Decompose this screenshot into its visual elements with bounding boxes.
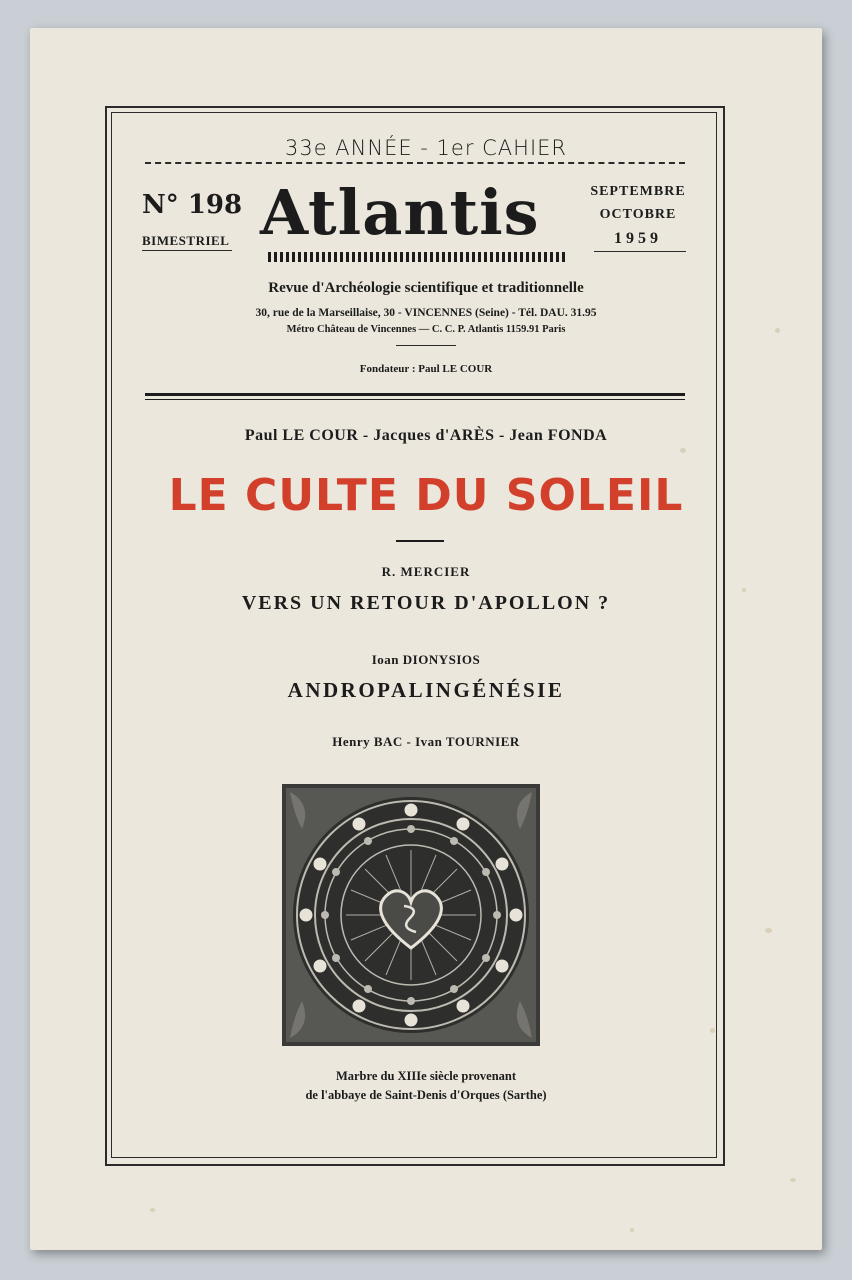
article-apollon: VERS UN RETOUR D'APOLLON ? <box>241 592 611 614</box>
issue-number: N° 198 <box>142 190 243 220</box>
address-line: 30, rue de la Marseillaise, 30 - VINCENNES (Seine) - Tél. DAU. 31.95 <box>255 307 597 319</box>
thick-rule <box>145 393 685 396</box>
month-october: OCTOBRE <box>599 207 677 222</box>
metro-line: Métro Château de Vincennes — C. C. P. Atlantis 1159.91 Paris <box>286 324 566 335</box>
founder-line: Fondateur : Paul LE COUR <box>359 363 493 375</box>
periodicity-rule <box>142 250 232 251</box>
month-september: SEPTEMBRE <box>590 184 686 199</box>
author-dionysios: Ioan DIONYSIOS <box>371 652 481 667</box>
article-andropalingenesie: ANDROPALINGÉNÉSIE <box>287 678 565 702</box>
marble-plaque-illustration <box>282 784 540 1046</box>
masthead-hatch-bar <box>268 252 568 262</box>
dashed-rule-top <box>145 162 685 164</box>
authors-line: Paul LE COUR - Jacques d'ARÈS - Jean FONDA <box>244 427 608 444</box>
volume-line: 33e ANNÉE - 1er CAHIER <box>284 136 568 160</box>
date-rule <box>594 251 686 252</box>
author-mercier: R. MERCIER <box>381 564 471 579</box>
authors-bac-tournier: Henry BAC - Ivan TOURNIER <box>332 734 520 749</box>
revue-subtitle: Revue d'Archéologie scientifique et traditionnelle <box>268 280 584 296</box>
periodicity: BIMESTRIEL <box>142 233 230 248</box>
masthead-title: Atlantis <box>260 176 540 249</box>
middle-rule <box>396 540 444 542</box>
short-rule <box>396 345 456 346</box>
thin-rule <box>145 399 685 400</box>
caption-line-1: Marbre du XIIIe siècle provenant <box>335 1069 517 1083</box>
main-feature-title: LE CULTE DU SOLEIL <box>168 470 684 521</box>
caption-line-2: de l'abbaye de Saint-Denis d'Orques (Sarthe) <box>305 1088 547 1102</box>
publication-year: 1959 <box>614 230 662 247</box>
